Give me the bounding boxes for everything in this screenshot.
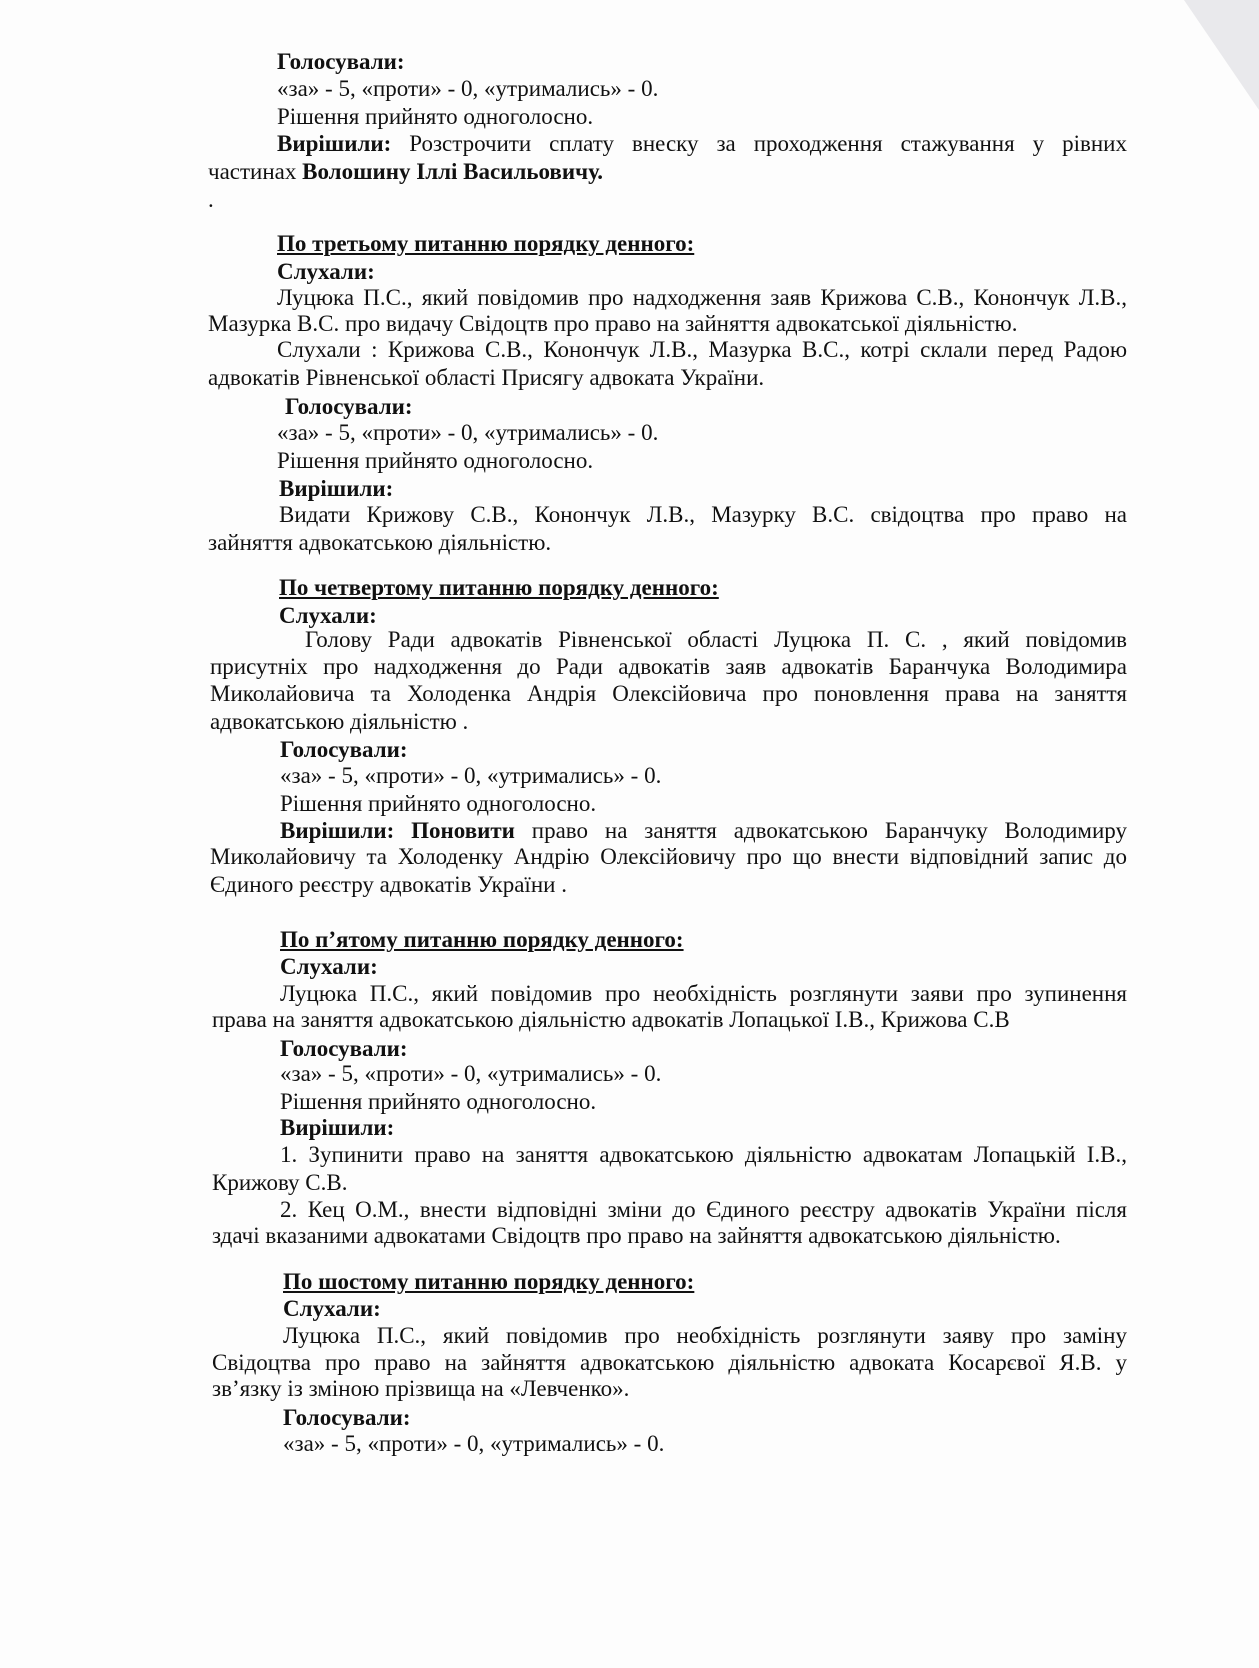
line-text: Видати Крижову С.В., Конончук Л.В., Мазурку В.С. свідоцтва про право на xyxy=(279,502,1127,527)
text-line xyxy=(277,284,1127,311)
text-line xyxy=(277,336,1127,363)
section-heading xyxy=(280,926,684,953)
section-heading xyxy=(277,230,694,257)
bold-label: Вирішили: Поновити xyxy=(280,818,515,843)
section-heading xyxy=(283,1268,694,1295)
line-text: права на заняття адвокатською діяльністю адвокатів Лопацької І.В., Крижова С.В xyxy=(212,1007,1010,1032)
text-line xyxy=(208,364,764,391)
text-line xyxy=(277,258,375,285)
line-text: зв’язку із зміною прізвища на «Левченко». xyxy=(212,1376,630,1401)
text-line xyxy=(305,626,1127,653)
text-line xyxy=(280,790,596,817)
bold-label: Голосували: xyxy=(280,1036,408,1061)
line-text: «за» - 5, «проти» - 0, «утримались» - 0. xyxy=(277,76,659,101)
bold-label: Слухали: xyxy=(277,259,375,284)
text-line xyxy=(212,1222,1061,1249)
text-line xyxy=(210,653,1127,680)
text-line xyxy=(280,1060,661,1087)
text-line xyxy=(208,158,603,185)
text-line xyxy=(280,953,378,980)
text-line xyxy=(279,602,377,629)
text-line xyxy=(280,817,1127,844)
line-text: частинах xyxy=(208,159,303,184)
bold-label: Голосували: xyxy=(283,1405,411,1430)
text-line xyxy=(285,393,413,420)
bold-label: Вирішили: xyxy=(277,131,392,156)
bold-label: Вирішили: xyxy=(280,1115,395,1140)
line-text: «за» - 5, «проти» - 0, «утримались» - 0. xyxy=(277,420,659,445)
bold-label: Голосували: xyxy=(277,49,405,74)
bold-label: По третьому питанню порядку денного: xyxy=(277,231,695,256)
text-line xyxy=(277,419,658,446)
line-text: адвокатською діяльністю . xyxy=(210,709,469,734)
section-heading xyxy=(279,574,719,601)
line-text: Рішення прийнято одноголосно. xyxy=(277,104,594,129)
line-text: Луцюка П.С., який повідомив про необхідність розглянути заяви про зупинення xyxy=(280,981,1127,1006)
text-line xyxy=(212,1169,347,1196)
text-line xyxy=(208,310,1017,337)
text-line xyxy=(283,1430,664,1457)
bold-name: Волошину Іллі Васильовичу. xyxy=(302,159,604,184)
line-text: Рішення прийнято одноголосно. xyxy=(277,448,594,473)
text-line xyxy=(277,103,593,130)
text-line xyxy=(210,708,468,735)
line-text: . xyxy=(208,187,214,212)
bold-label: По п’ятому питанню порядку денного: xyxy=(280,927,684,952)
text-line xyxy=(280,980,1127,1007)
bold-label: По шостому питанню порядку денного: xyxy=(283,1269,695,1294)
text-line xyxy=(208,186,214,213)
line-text: Мазурка В.С. про видачу Свідоцтв про право на зайняття адвокатської діяльністю. xyxy=(208,311,1018,336)
line-text: Рішення прийнято одноголосно. xyxy=(280,1089,597,1114)
line-text: Крижову С.В. xyxy=(212,1170,348,1195)
text-line xyxy=(280,1141,1127,1168)
text-line xyxy=(283,1322,1127,1349)
text-line xyxy=(210,871,567,898)
line-text: присутніх про надходження до Ради адвокатів заяв адвокатів Баранчука Володимира xyxy=(210,654,1127,679)
line-text: Рішення прийнято одноголосно. xyxy=(280,791,597,816)
text-line xyxy=(280,1088,596,1115)
line-text: Луцюка П.С., який повідомив про надходження заяв Крижова С.В., Конончук Л.В., xyxy=(277,285,1127,310)
text-line xyxy=(280,1114,394,1141)
text-line xyxy=(283,1295,381,1322)
bold-label: Слухали: xyxy=(280,954,378,979)
text-line xyxy=(277,48,405,75)
text-line xyxy=(212,1375,629,1402)
text-line xyxy=(283,1404,411,1431)
text-line xyxy=(208,529,551,556)
text-line xyxy=(212,1006,1010,1033)
page-curl xyxy=(1184,0,1259,110)
bold-label: Вирішили: xyxy=(279,476,394,501)
bold-label: Голосували: xyxy=(280,737,408,762)
line-text: «за» - 5, «проти» - 0, «утримались» - 0. xyxy=(280,763,662,788)
bold-label: Голосували: xyxy=(285,394,413,419)
text-line xyxy=(279,475,393,502)
line-text: Розстрочити сплату внеску за проходження стажування у рівних xyxy=(391,131,1127,156)
text-line xyxy=(280,1196,1127,1223)
text-line xyxy=(280,1035,408,1062)
line-text: Голову Ради адвокатів Рівненської області Луцюка П. С. , який повідомив xyxy=(305,627,1127,652)
bold-label: Слухали: xyxy=(279,603,377,628)
line-text: Луцюка П.С., який повідомив про необхідність розглянути заяву про заміну xyxy=(283,1323,1127,1348)
line-text: Єдиного реєстру адвокатів України . xyxy=(210,872,567,897)
line-text: право на заняття адвокатською Баранчуку Володимиру xyxy=(514,818,1127,843)
bold-label: Слухали: xyxy=(283,1296,381,1321)
text-line xyxy=(210,680,1127,707)
line-text: 2. Кец О.М., внести відповідні зміни до Єдиного реєстру адвокатів України після xyxy=(280,1197,1127,1222)
text-line xyxy=(280,762,661,789)
line-text: здачі вказаними адвокатами Свідоцтв про право на зайняття адвокатською діяльністю. xyxy=(212,1223,1061,1248)
text-line xyxy=(212,1349,1127,1376)
text-line xyxy=(279,501,1127,528)
line-text: Миколайовича та Холоденка Андрія Олексійовича про поновлення права на заняття xyxy=(210,681,1127,706)
text-line xyxy=(210,843,1127,870)
line-text: адвокатів Рівненської області Присягу адвоката України. xyxy=(208,365,765,390)
line-text: Слухали : Крижова С.В., Конончук Л.В., Мазурка В.С., котрі склали перед Радою xyxy=(277,337,1127,362)
line-text: «за» - 5, «проти» - 0, «утримались» - 0. xyxy=(283,1431,665,1456)
text-line xyxy=(277,447,593,474)
text-line xyxy=(277,130,1127,157)
text-line xyxy=(277,75,658,102)
text-line xyxy=(280,736,408,763)
line-text: зайняття адвокатською діяльністю. xyxy=(208,530,552,555)
line-text: Свідоцтва про право на зайняття адвокатською діяльністю адвоката Косарєвої Я.В. у xyxy=(212,1350,1127,1375)
line-text: Миколайовичу та Холоденку Андрію Олексійовичу про що внести відповідний запис до xyxy=(210,844,1127,869)
line-text: «за» - 5, «проти» - 0, «утримались» - 0. xyxy=(280,1061,662,1086)
bold-label: По четвертому питанню порядку денного: xyxy=(279,575,719,600)
line-text: 1. Зупинити право на заняття адвокатською діяльністю адвокатам Лопацькій І.В., xyxy=(280,1142,1127,1167)
